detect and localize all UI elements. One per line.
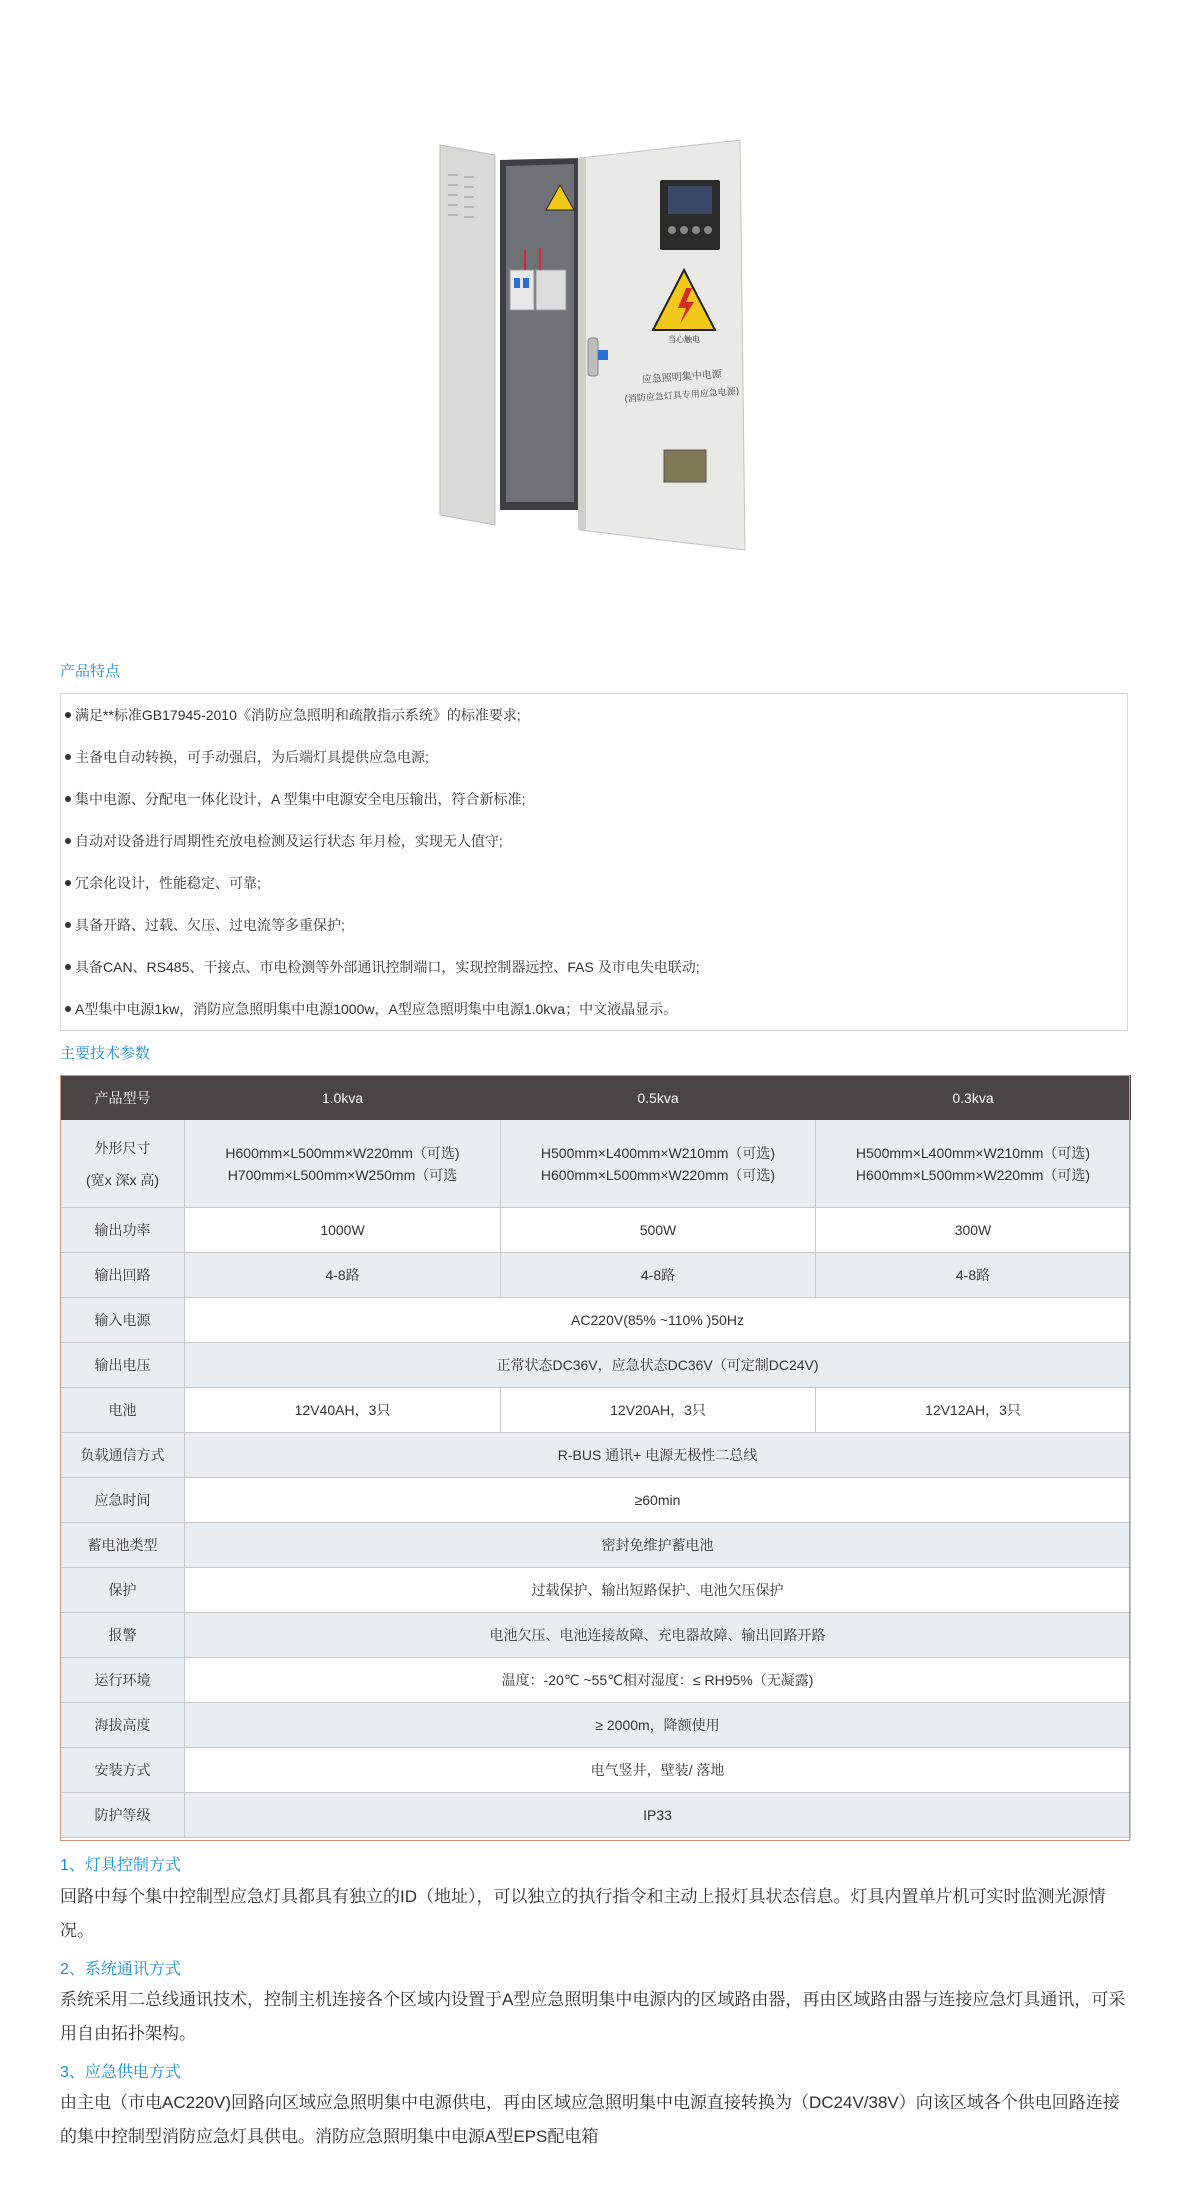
row-label: 安装方式 <box>61 1748 185 1793</box>
specs-title: 主要技术参数 <box>60 1045 151 1062</box>
table-cell: 温度：-20℃ ~55℃相对湿度：≤ RH95%（无凝露) <box>185 1658 1131 1703</box>
table-cell: 500W <box>501 1208 816 1253</box>
bullet-icon <box>65 880 71 886</box>
table-row <box>61 1703 1131 1748</box>
table-row <box>61 1613 1131 1658</box>
row-label: 运行环境 <box>61 1658 185 1703</box>
table-row <box>61 1568 1131 1613</box>
bullet-icon <box>65 796 71 802</box>
row-label: 保护 <box>61 1568 185 1613</box>
table-cell: R-BUS 通讯+ 电源无极性二总线 <box>185 1433 1131 1478</box>
feature-item: 主备电自动转换，可手动强启，为后端灯具提供应急电源; <box>65 747 429 767</box>
table-cell: 12V20AH，3只 <box>501 1388 816 1433</box>
table-cell: 1000W <box>185 1208 501 1253</box>
table-row <box>61 1298 1131 1343</box>
table-cell: AC220V(85% ~110% )50Hz <box>185 1298 1131 1343</box>
table-cell: H600mm×L500mm×W220mm（可选) H700mm×L500mm×W250mm（可选 <box>185 1120 501 1208</box>
row-label: 输出回路 <box>61 1253 185 1298</box>
table-cell: 密封免维护蓄电池 <box>185 1523 1131 1568</box>
table-header-row <box>61 1076 1131 1120</box>
bullet-icon <box>65 838 71 844</box>
table-cell: 4-8路 <box>816 1253 1131 1298</box>
table-row <box>61 1120 1131 1208</box>
table-cell: H500mm×L400mm×W210mm（可选) H600mm×L500mm×W220mm（可选) <box>501 1120 816 1208</box>
cabinet-label-2: (消防应急灯具专用应急电源) <box>624 387 740 406</box>
row-label: 海拔高度 <box>61 1703 185 1748</box>
features-title: 产品特点 <box>60 663 121 680</box>
feature-item: 满足**标准GB17945-2010《消防应急照明和疏散指示系统》的标准要求; <box>65 705 521 725</box>
table-cell: H500mm×L400mm×W210mm（可选) H600mm×L500mm×W220mm（可选) <box>816 1120 1131 1208</box>
table-cell: ≥60min <box>185 1478 1131 1523</box>
table-row <box>61 1793 1131 1838</box>
table-row <box>61 1433 1131 1478</box>
header-cell: 0.5kva <box>501 1076 816 1120</box>
bullet-icon <box>65 712 71 718</box>
table-cell: 4-8路 <box>501 1253 816 1298</box>
section-text-power-supply: 由主电（市电AC220V)回路向区域应急照明集中电源供电，再由区域应急照明集中电源直接转换为（DC24V/38V）向该区域各个供电回路连接的集中控制型消防应急灯具供电。消防应急照明集中电源A型EPS配电箱 <box>60 2093 1120 2146</box>
section-text-communication: 系统采用二总线通讯技术，控制主机连接各个区域内设置于A型应急照明集中电源内的区域路由器，再由区域路由器与连接应急灯具通讯，可采用自由拓扑架构。 <box>60 1990 1126 2043</box>
product-image <box>420 130 780 580</box>
row-label: 报警 <box>61 1613 185 1658</box>
table-cell: 300W <box>816 1208 1131 1253</box>
table-row <box>61 1658 1131 1703</box>
table-cell: IP33 <box>185 1793 1131 1838</box>
row-label: 负载通信方式 <box>61 1433 185 1478</box>
table-cell: 12V40AH，3只 <box>185 1388 501 1433</box>
row-label: 防护等级 <box>61 1793 185 1838</box>
table-cell: ≥ 2000m，降额使用 <box>185 1703 1131 1748</box>
bullet-icon <box>65 922 71 928</box>
feature-item: 具备CAN、RS485、干接点、市电检测等外部通讯控制端口，实现控制器远控、FAS 及市电失电联动; <box>65 957 700 977</box>
header-cell: 产品型号 <box>61 1076 185 1120</box>
section-title-communication: 2、系统通讯方式 <box>60 1961 181 1978</box>
header-cell: 1.0kva <box>185 1076 501 1120</box>
table-row <box>61 1478 1131 1523</box>
bullet-icon <box>65 964 71 970</box>
table-cell: 12V12AH，3只 <box>816 1388 1131 1433</box>
row-label: 外形尺寸 (宽x 深x 高) <box>61 1120 185 1208</box>
table-row <box>61 1343 1131 1388</box>
table-row <box>61 1253 1131 1298</box>
spec-table <box>60 1075 1131 1838</box>
table-row <box>61 1208 1131 1253</box>
row-label: 应急时间 <box>61 1478 185 1523</box>
warning-label: 当心触电 <box>668 335 700 344</box>
bullet-icon <box>65 754 71 760</box>
section-title-power-supply: 3、应急供电方式 <box>60 2064 181 2081</box>
table-cell: 4-8路 <box>185 1253 501 1298</box>
table-cell: 正常状态DC36V，应急状态DC36V（可定制DC24V) <box>185 1343 1131 1388</box>
table-cell: 过载保护、输出短路保护、电池欠压保护 <box>185 1568 1131 1613</box>
section-text-control: 回路中每个集中控制型应急灯具都具有独立的ID（地址），可以独立的执行指令和主动上报灯具状态信息。灯具内置单片机可实时监测光源情况。 <box>60 1887 1106 1940</box>
feature-item: A型集中电源1kw，消防应急照明集中电源1000w，A型应急照明集中电源1.0kva；中文液晶显示。 <box>65 999 677 1019</box>
table-row <box>61 1523 1131 1568</box>
feature-item: 集中电源、分配电一体化设计，A 型集中电源安全电压输出，符合新标准; <box>65 789 525 809</box>
row-label: 输入电源 <box>61 1298 185 1343</box>
table-cell: 电池欠压、电池连接故障、充电器故障、输出回路开路 <box>185 1613 1131 1658</box>
section-title-control: 1、灯具控制方式 <box>60 1857 181 1874</box>
header-cell: 0.3kva <box>816 1076 1131 1120</box>
row-label: 电池 <box>61 1388 185 1433</box>
feature-item: 自动对设备进行周期性充放电检测及运行状态 年月检，实现无人值守; <box>65 831 503 851</box>
row-label: 输出功率 <box>61 1208 185 1253</box>
bullet-icon <box>65 1006 71 1012</box>
table-row <box>61 1748 1131 1793</box>
cabinet-label-1: 应急照明集中电源 <box>641 369 723 386</box>
features-list <box>60 693 1128 1031</box>
row-label: 输出电压 <box>61 1343 185 1388</box>
row-label: 蓄电池类型 <box>61 1523 185 1568</box>
table-cell: 电气竖井，壁装/ 落地 <box>185 1748 1131 1793</box>
feature-item: 具备开路、过载、欠压、过电流等多重保护; <box>65 915 345 935</box>
table-row <box>61 1388 1131 1433</box>
feature-item: 冗余化设计，性能稳定、可靠; <box>65 873 261 893</box>
